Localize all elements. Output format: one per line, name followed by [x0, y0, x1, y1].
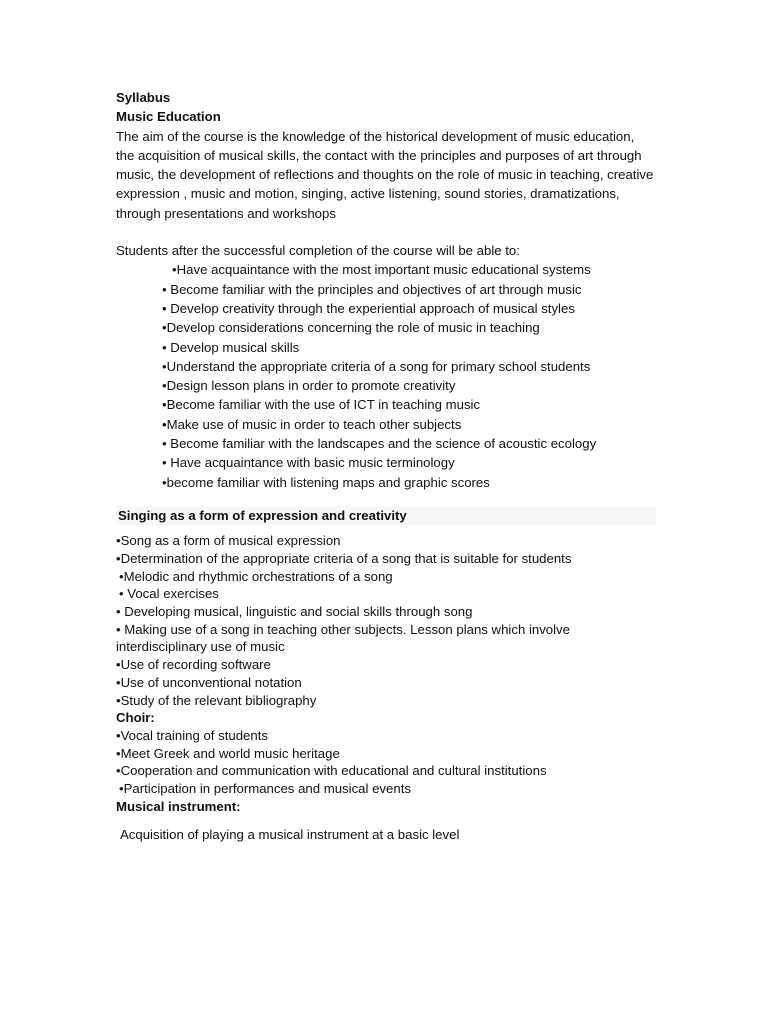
learning-outcomes-intro: Students after the successful completion of the course will be able to: [116, 243, 520, 259]
list-item: •Melodic and rhythmic orchestrations of a song [119, 568, 393, 584]
choir-topics-list [116, 727, 656, 798]
choir-heading: Choir: [116, 710, 155, 726]
outcome-item: •Make use of music in order to teach other subjects [162, 416, 462, 432]
outcome-item: •Become familiar with the use of ICT in teaching music [162, 397, 481, 413]
list-item: •Song as a form of musical expression [116, 533, 341, 549]
list-item: • Vocal exercises [119, 586, 219, 602]
list-item: • Making use of a song in teaching other subjects. Lesson plans which involve interdisciplinary use of music [116, 621, 570, 655]
list-item: •Participation in performances and musical events [119, 781, 411, 797]
outcome-item: • Have acquaintance with basic music terminology [162, 455, 455, 471]
document-title: Syllabus [116, 90, 171, 105]
learning-outcomes-list [116, 260, 656, 492]
outcome-item: •Have acquaintance with the most important music educational systems [172, 262, 591, 278]
outcome-item: •become familiar with listening maps and graphic scores [162, 474, 490, 490]
document-page [116, 88, 656, 845]
outcome-item: • Become familiar with the landscapes and the science of acoustic ecology [162, 436, 597, 452]
list-item: •Vocal training of students [116, 727, 268, 743]
singing-section-heading: Singing as a form of expression and creativity [116, 506, 656, 525]
course-aim-paragraph: The aim of the course is the knowledge of the historical development of music education, the acquisition of musical skills, the contact with the principles and purposes of art through music, the development of reflections and thoughts on the role of music in teaching, creative expression , music and motion, singing, active listening, sound stories, dramatizations, through presentations and workshops [116, 128, 654, 221]
list-item: •Study of the relevant bibliography [116, 692, 317, 708]
outcome-item: • Develop creativity through the experiential approach of musical styles [162, 300, 575, 316]
list-item: •Use of recording software [116, 657, 271, 673]
singing-topics-list [116, 532, 656, 709]
list-item: • Developing musical, linguistic and social skills through song [116, 604, 473, 620]
list-item: •Determination of the appropriate criteria of a song that is suitable for students [116, 550, 572, 566]
list-item: •Meet Greek and world music heritage [116, 745, 340, 761]
course-title: Music Education [116, 109, 221, 125]
outcome-item: • Become familiar with the principles and objectives of art through music [162, 281, 582, 297]
outcome-item: • Develop musical skills [162, 339, 300, 355]
instrument-heading: Musical instrument: [116, 798, 241, 814]
instrument-text: Acquisition of playing a musical instrument at a basic level [120, 827, 460, 843]
outcome-item: •Design lesson plans in order to promote creativity [162, 378, 456, 394]
outcome-item: •Develop considerations concerning the role of music in teaching [162, 320, 540, 336]
list-item: •Cooperation and communication with educational and cultural institutions [116, 763, 547, 779]
outcome-item: •Understand the appropriate criteria of a song for primary school students [162, 358, 591, 374]
list-item: •Use of unconventional notation [116, 674, 302, 690]
